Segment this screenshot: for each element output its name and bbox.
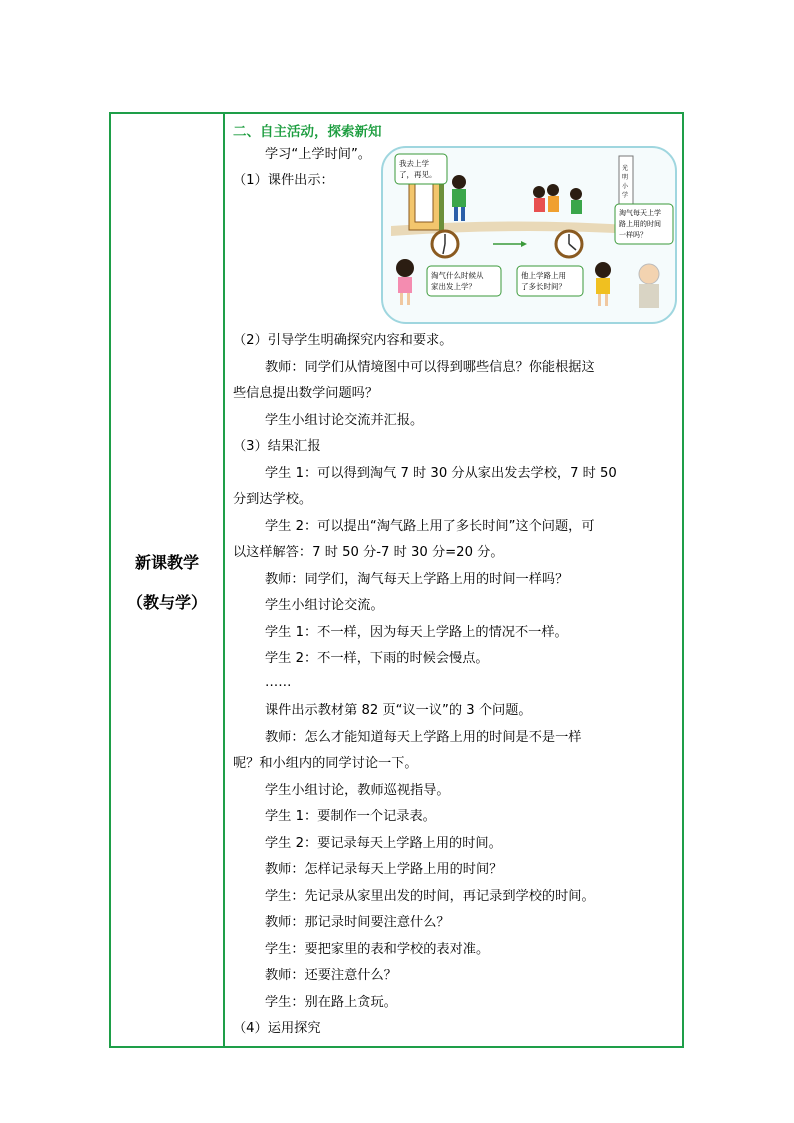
text-line: 学生：先记录从家里出发的时间，再记录到学校的时间。 xyxy=(265,889,595,904)
text-line: 学生：要把家里的表和学校的表对准。 xyxy=(265,942,490,957)
text-line: 学生 2：要记录每天上学路上用的时间。 xyxy=(265,836,502,851)
courseware-illustration xyxy=(381,146,677,324)
section-label-subtitle: （教与学） xyxy=(126,593,207,612)
text-line: 学生 1：可以得到淘气 7 时 30 分从家出发去学校，7 时 50 xyxy=(265,466,617,481)
bubble-bottom-mid-text: 他上学路上用 xyxy=(521,271,566,280)
svg-text:路上用的时间: 路上用的时间 xyxy=(619,220,661,228)
text-line: 教师：同学们从情境图中可以得到哪些信息？你能根据这 xyxy=(265,360,595,375)
text-line: （4）运用探究 xyxy=(233,1021,321,1036)
text-line: 教师：同学们，淘气每天上学路上用的时间一样吗？ xyxy=(265,572,569,587)
text-line: 学生 1：不一样，因为每天上学路上的情况不一样。 xyxy=(265,625,568,640)
lesson-table xyxy=(109,112,684,1048)
clock-end-icon xyxy=(556,231,582,257)
label-column xyxy=(111,114,223,1046)
text-line: …… xyxy=(265,675,292,690)
svg-text:家出发上学？: 家出发上学？ xyxy=(431,282,476,291)
text-line: 教师：还要注意什么？ xyxy=(265,968,397,983)
svg-text:一样吗？: 一样吗？ xyxy=(619,231,647,239)
text-line: （3）结果汇报 xyxy=(233,439,321,454)
text-line: 学生 2：可以提出“淘气路上用了多长时间”这个问题，可 xyxy=(265,519,595,534)
text-line: 以这样解答：7 时 50 分-7 时 30 分=20 分。 xyxy=(233,545,504,560)
svg-text:了多长时间？: 了多长时间？ xyxy=(521,282,566,291)
text-line: 学生 1：要制作一个记录表。 xyxy=(265,809,436,824)
text-line: 课件出示教材第 82 页“议一议”的 3 个问题。 xyxy=(265,703,532,718)
school-sign-text: 光 xyxy=(622,165,629,172)
svg-text:了，再见。: 了，再见。 xyxy=(399,170,437,179)
clock-start-icon xyxy=(432,231,458,257)
column-divider xyxy=(223,114,225,1046)
children-group xyxy=(533,184,582,214)
text-line: 学生小组讨论交流。 xyxy=(265,598,384,613)
text-line: 学习“上学时间”。 xyxy=(265,147,371,162)
text-line: 分到达学校。 xyxy=(233,492,313,507)
svg-text:小: 小 xyxy=(622,183,629,190)
text-line: （1）课件出示： xyxy=(233,173,334,188)
bubble-top-left-text: 我去上学 xyxy=(399,159,429,168)
section-label-title: 新课教学 xyxy=(134,553,199,572)
text-line: 学生 2：不一样，下雨的时候会慢点。 xyxy=(265,651,489,666)
text-line: 些信息提出数学问题吗？ xyxy=(233,386,379,401)
boy-figure xyxy=(452,175,466,189)
text-line: （2）引导学生明确探究内容和要求。 xyxy=(233,333,453,348)
text-line: 呢？和小组内的同学讨论一下。 xyxy=(233,756,418,771)
text-line: 教师：怎样记录每天上学路上用的时间？ xyxy=(265,862,503,877)
bubble-right-text: 淘气每天上学 xyxy=(619,209,661,217)
text-line: 教师：那记录时间要注意什么？ xyxy=(265,915,450,930)
text-line: 学生小组讨论交流并汇报。 xyxy=(265,413,424,428)
text-line: 教师：怎么才能知道每天上学路上用的时间是不是一样 xyxy=(265,730,582,745)
text-line: 学生：别在路上贪玩。 xyxy=(265,995,397,1010)
svg-text:明: 明 xyxy=(622,174,629,181)
section-heading: 二、自主活动，探索新知 xyxy=(233,124,382,140)
text-line: 学生小组讨论，教师巡视指导。 xyxy=(265,783,450,798)
bubble-bottom-left-text: 淘气什么时候从 xyxy=(431,271,484,280)
grandpa-figure xyxy=(639,264,659,308)
svg-text:学: 学 xyxy=(622,192,629,199)
